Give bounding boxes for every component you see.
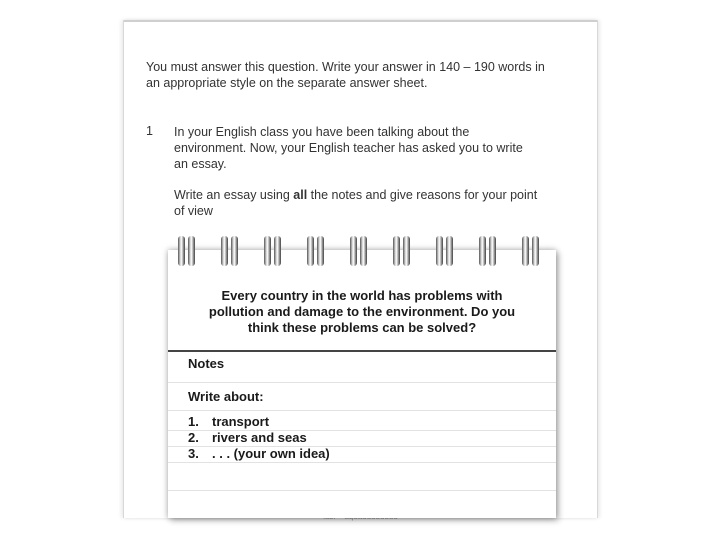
question-line-3: an essay. (174, 157, 227, 171)
list-item-text: transport (212, 414, 270, 429)
write-about-label: Write about: (188, 389, 264, 404)
spiral-ring-icon (479, 236, 499, 266)
question-line-1: In your English class you have been talking about the (174, 125, 470, 139)
spiral-ring-icon (522, 236, 542, 266)
notepad-rule (168, 410, 556, 411)
page-top-edge (124, 20, 597, 22)
question-line-4-emphasis: all (293, 188, 308, 202)
list-item-text: . . . (your own idea) (212, 446, 330, 461)
spiral-ring-icon (264, 236, 284, 266)
spiral-ring-icon (350, 236, 370, 266)
notepad-rule (168, 382, 556, 383)
list-item-number: 1. (188, 414, 199, 429)
list-item (188, 414, 330, 430)
spiral-ring-icon (436, 236, 456, 266)
list-item (188, 446, 330, 462)
question-line-4-a: Write an essay using (174, 188, 294, 202)
essay-prompt: Every country in the world has problems with pollution and damage to the environment. Do you think these problems can be solved? (208, 288, 516, 335)
notepad-rule (168, 462, 556, 463)
question-line-4 (174, 187, 537, 203)
instruction-line-1: You must answer this question. Write your answer in 140 – 190 words in (146, 60, 545, 74)
instruction-line-2: an appropriate style on the separate answer sheet. (146, 76, 428, 90)
notepad-divider (168, 350, 556, 352)
spiral-ring-icon (307, 236, 327, 266)
question-line-5: of view (174, 204, 213, 218)
question-number: 1 (146, 124, 153, 138)
question-line-4-c: the notes and give reasons for your point (307, 188, 538, 202)
spiral-ring-icon (178, 236, 198, 266)
list-item (188, 430, 330, 446)
list-item-number: 3. (188, 446, 199, 461)
notepad (168, 250, 556, 518)
notes-label: Notes (188, 356, 225, 371)
notes-list (188, 414, 330, 462)
list-item-text: rivers and seas (212, 430, 307, 445)
spiral-ring-icon (221, 236, 241, 266)
question-line-2: environment. Now, your English teacher has asked you to write (174, 141, 523, 155)
list-item-number: 2. (188, 430, 199, 445)
spiral-binding (176, 236, 556, 268)
spiral-ring-icon (393, 236, 413, 266)
notepad-rule (168, 490, 556, 491)
